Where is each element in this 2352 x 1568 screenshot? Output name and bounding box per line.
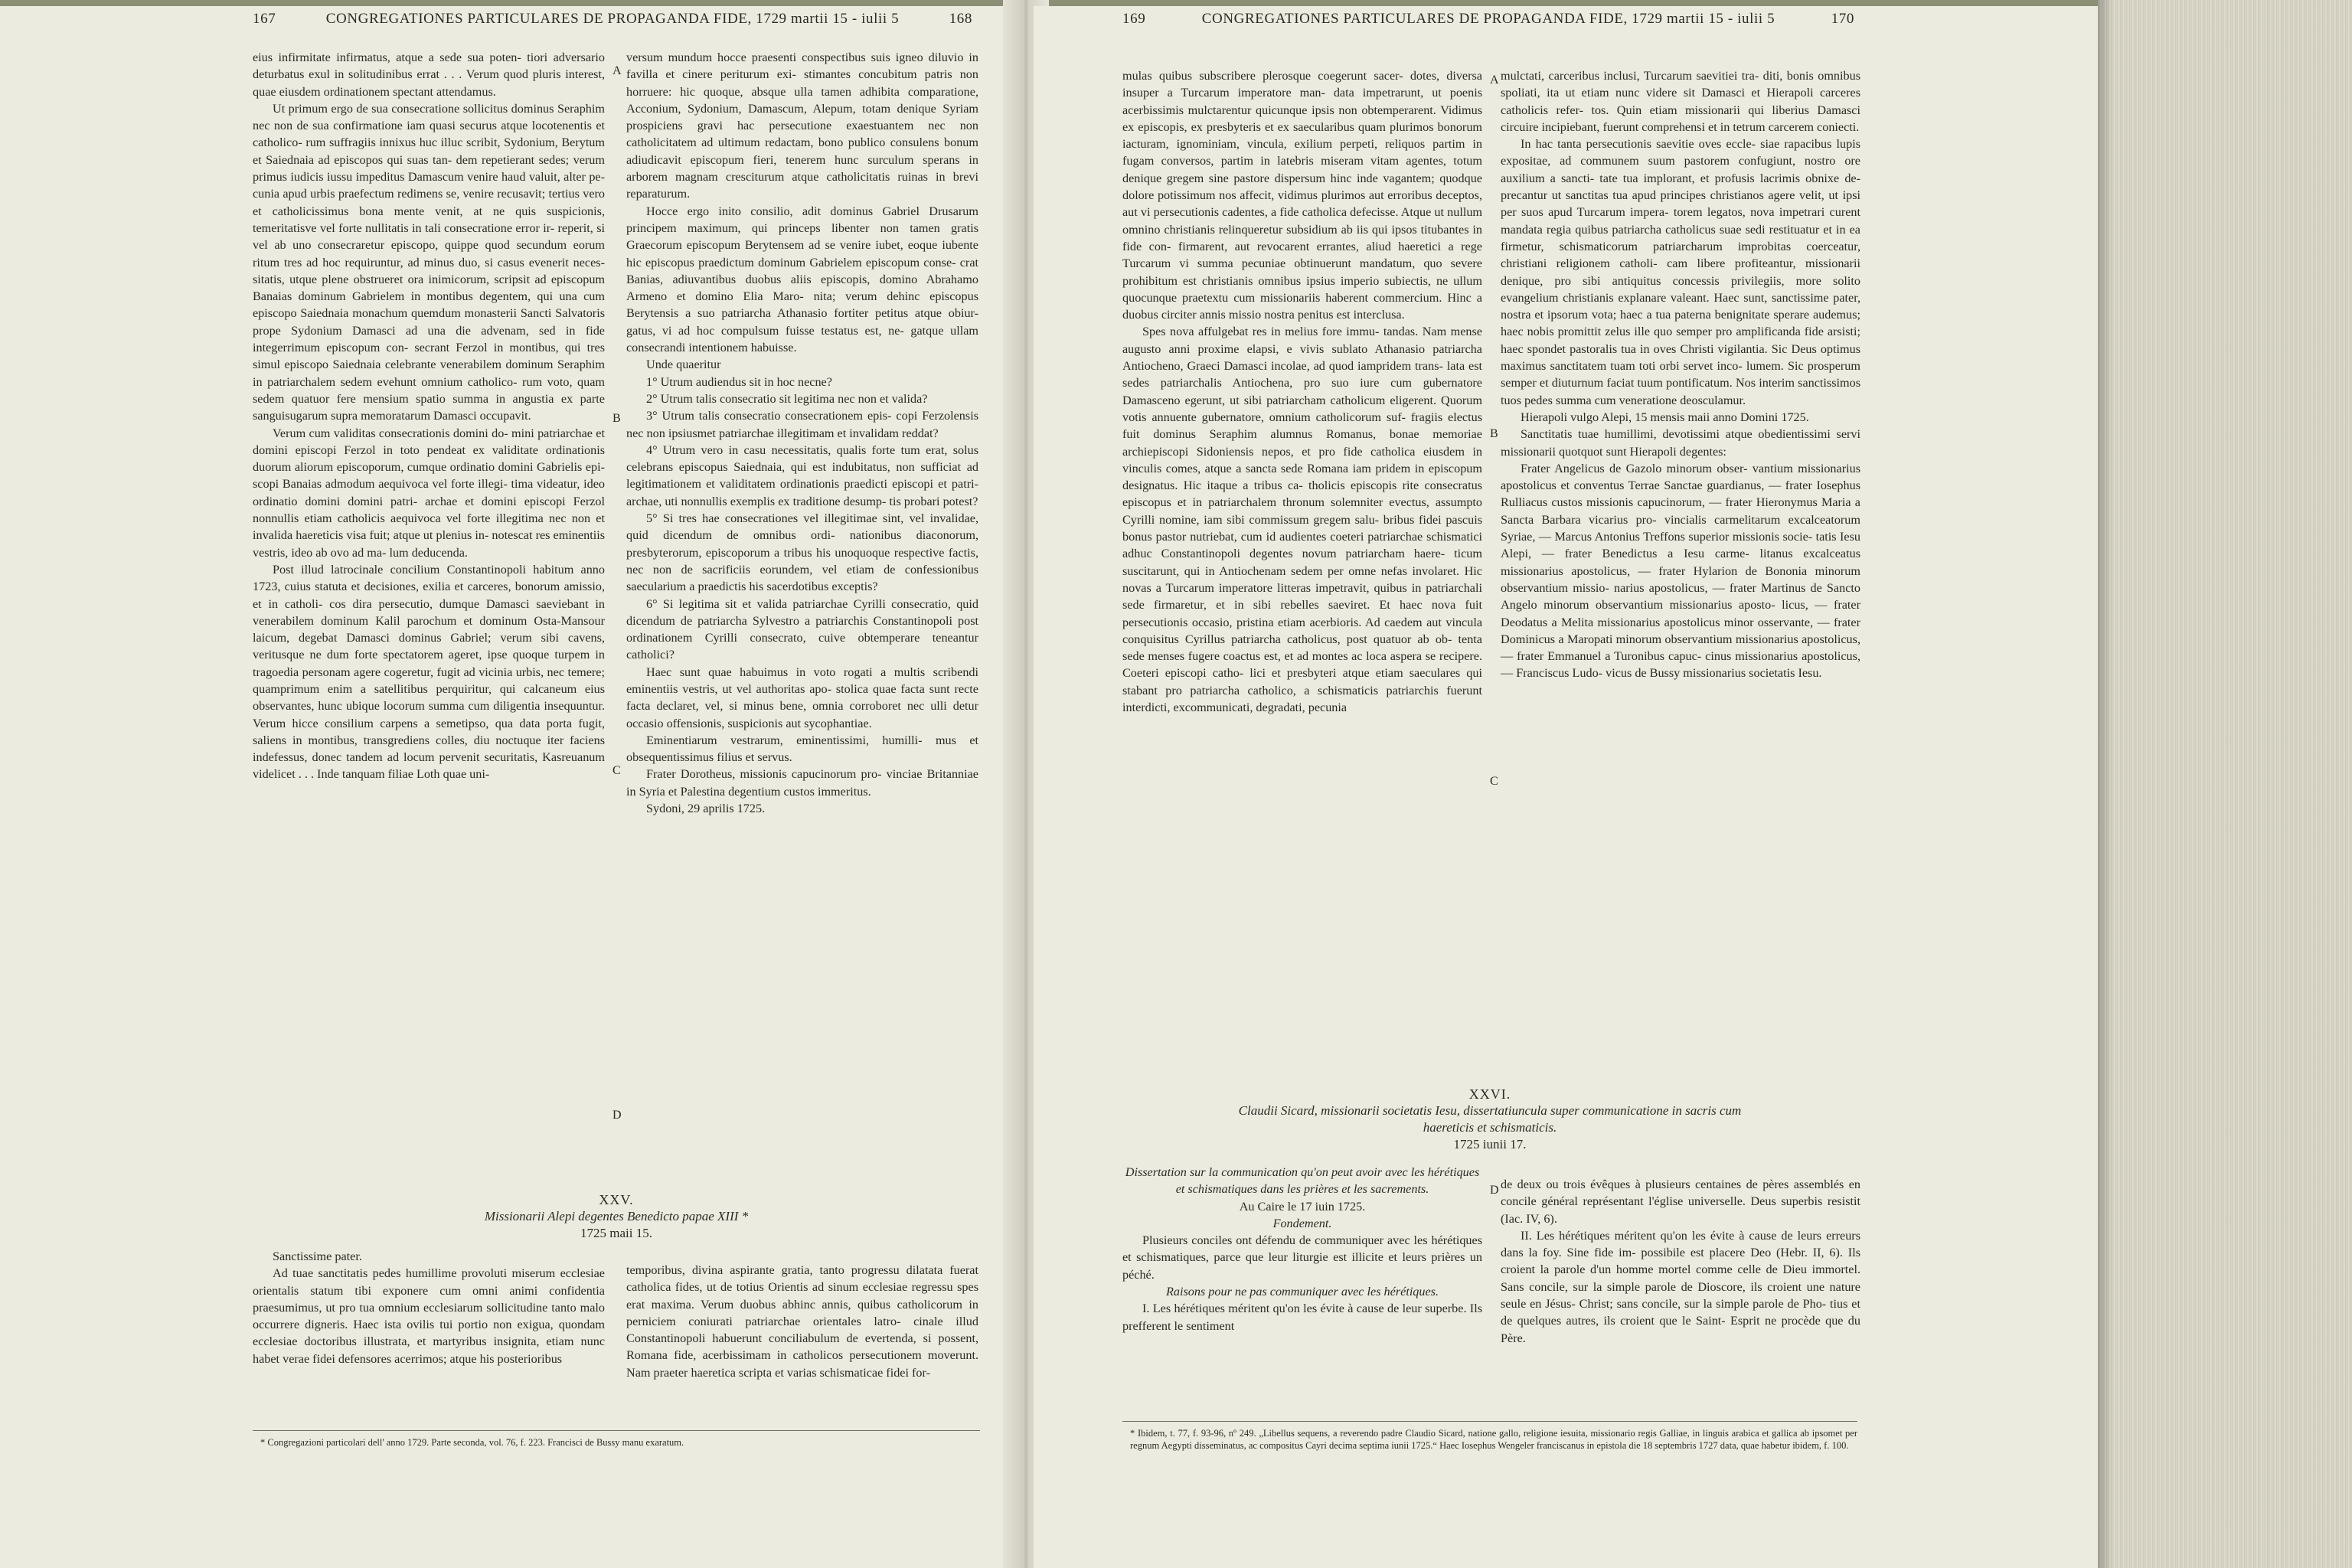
section-number: XXV. [599,1192,634,1207]
section-xxvi-title [1122,1086,1857,1153]
paragraph: Ad tuae sanctitatis pedes humillime provoluti miserum ecclesiae orientalis statum tibi exponere cum omni animi confidentia praesumimus, ut pro tua omnium ecclesiarum sollicitudine tanto malo occurrere digneris. Haec ista ovilis tui portio non exigua, quondam ecclesiae doctoribus illustrata, et martyribus insignita, etiam nunc habet verae fidei defensores acerrimos; atque his posterioribus [253,1266,605,1366]
question: 4° Utrum vero in casu necessitatis, qualis forte tum erat, solus celebrans episcopus Saiednaia, qui est indubitatus, non sufficiat ad legitimationem et validitatem ordinationis praedicti episcopi et patri- archae, uti nonnullis exemplis ex traditione desump- tis probari potest? [626,443,978,508]
footnote: * Ibidem, t. 77, f. 93-96, nº 249. „Libellus sequens, a reverendo padre Claudio Sicard, natione gallo, religione iesuita, missionario regis Galliae, in linguis arabica et gallica ab ipsomet per regnum Aegypti disseminatus, ac compositus Cayri decima septima iunii 1725.“ Haec Iosephus Wengeler franciscanus in epistola die 18 septembris 1727 data, quae habetur ibidem, f. 100. [1130,1428,1857,1451]
section-xxv-title [253,1191,980,1242]
place-date: Sydoni, 29 aprilis 1725. [646,802,766,816]
section-heading-2: haereticis et schismaticis. [1423,1120,1557,1135]
paragraph: Eminentiarum vestrarum, eminentissimi, humilli- mus et obsequentissimus filius et servus. [626,733,978,765]
margin-marker-a: A [1490,74,1499,87]
margin-marker-b: B [1490,427,1498,440]
paragraph: In hac tanta persecutionis saevitie oves eccle- siae rapacibus lupis expositae, ad communem suum pastorem confugiunt, nostro ore auxilium a sancti- tate tua implorant, et profusis lacrimis obnixe de- precantur ut sanctitas tua apud principes christianos agere velit, ut ipsi per suos apud Turcarum impera- torem legatos, nova impetrari curent mandata regia quibus patriarcha catholicus suae sedi restituatur et in ea firmetur, schismaticorum patriarcharum improbitas coerceatur, christiani religionem catholi- cam libere profiteantur, missionarii denique, pro sibi antiquitus concessis privilegiis, more solito evangelium christianis explanare valeant. Haec sunt, sanctissime pater, nostra et ipsorum vota; haec a tua paterna benignitate sperare audemus; haec nobis promittit zelus ille quo semper pro amplificanda fide arsisti; haec spondet pastoralis tua in oves Christi vigilantia. Sic Deus optimus maximus sanctitatem tuam toti orbi servet inco- lumem. Sic prosperum semper et diuturnum faciat tuum pontificatum. Nos interim sanctissimos tuos pedes summa cum veneratione deosculamur. [1501,137,1860,407]
right-page-header [1122,11,1854,28]
footnote-rule [1122,1421,1857,1422]
question: 2° Utrum talis consecratio sit legitima nec non et valida? [646,391,928,406]
margin-marker-a: A [612,64,622,77]
footnote: * Congregazioni particolari dell' anno 1729. Parte seconda, vol. 76, f. 223. Francisci de Bussy manu exaratum. [260,1437,684,1448]
dissertation-title: Dissertation sur la communication qu'on peut avoir avec les hérétiques et schismatiques dans les prières et les sacrements. [1125,1165,1480,1197]
paragraph: eius infirmitate infirmatus, atque a sede sua poten- tiori adversario deturbatus exul in solitudinibus errat . . . Verum quod pluris interest, quae eiusdem ordinationem spectant attendamus. [253,51,605,99]
question: 1° Utrum audiendus sit in hoc necne? [646,374,832,389]
xxv-col-2 [626,1262,978,1381]
paragraph: Post illud latrocinale concilium Constantinopoli habitum anno 1723, cuius statuta et decisiones, exilia et carceres, bonorum amissio, et in catholi- cos dira persecutio, dumque Damasci saeviebant in venerabilem dominum Kalil parochum et dominum Osta-Mansour laicum, degebat Damasci dominus Gabriel; verum sibi cavens, veritusque ne dum forte spectatorem ageret, ipse quoque turpem in tragoedia personam agere cogeretur, fugit ad vicinia urbis, nec temere; quamprimum enim a satellitibus perquiritur, qui calcaneum eius observantes, hunc ubique locorum summa cum diligentia insequuntur. Verum hicce consilium carpens a semetipso, qua data porta fugit, saliens in montibus, transgrediens colles, diu noctuque iter faciens indefessus, donec tandem ad locum pervenit securitatis, Kasreuanum videlicet . . . Inde tanquam filiae Loth quae uni- [253,562,605,782]
paragraph: Spes nova affulgebat res in melius fore immu- tandas. Nam mense augusto anni proxime elapsi, e vivis sublato Athanasio patriarcha Antiocheno, Graeci Damasci incolae, ad quod iampridem trans- lata est sedes patriarchalis Antiochena, pro suo iure cum gubernatore Damasceno egerunt, ut sibi patriarcham catholicum eligerent. Quorum votis annuente gubernatore, omnium catholicorum suf- fragiis electus fuit dominus Seraphim alumnus Romanus, bonae memoriae archiepiscopi Sidoniensis nepos, et pro fide catholica eiusdem in vinculis comes, atque a sancta sede Romana iam pridem in episcopum designatus. Hic itaque a tribus ca- tholicis episcopis rite consecratus episcopus et in patriarchalem thronum solemniter evectus, assumpto Cyrilli nomine, iam sibi commissum gregem salu- bribus fidei pascuis bonus pastor nutriebat, cum id audientes coeteri patriarchae schismatici adhuc Constantinopoli degentes novum patriarcham haere- ticum suscitarunt, qui in Antiochenam sedem per omne nefas involaret. Hic novas a Turcarum imperatore litteras impetravit, quibus in patriarchali sede firmaretur, et in sibi rebelles saeviret. Et haec nova fuit persecutionis occasio, pristina etiam acerbioris. Ad caedem aut vincula conquisitus Cyrillus patriarcha catholicus, post quatuor ab ob- tenta sede menses fugere coactus est, et ad montes ac loca aspera se recipere. Coeteri episcopi catho- lici et presbyteri atque etiam saeculares qui stabant pro patriarcha catholico, a schismaticis patriarchis fuerunt interdicti, excommunicati, degradati, pecunia [1122,325,1482,714]
left-col-1 [253,49,605,783]
question: 3° Utrum talis consecratio consecrationem epis- copi Ferzolensis nec non ipsiusmet patriarchae illegitimam et invalidam reddat? [626,409,978,440]
xxv-col-1 [253,1248,605,1367]
section-date: 1725 iunii 17. [1453,1137,1527,1152]
paragraph: mulctati, carceribus inclusi, Turcarum saevitiei tra- diti, bonis omnibus spoliati, ita ut etiam nunc videre sit Damasci et Hierapoli carceres catholicis refer- tos. Quin etiam missionarii qui liberius Damasci circuire incipiebant, fuerunt comprehensi et in tetrum carcerem coniecti. [1501,69,1860,134]
paragraph: Haec sunt quae habuimus in voto rogati a multis scribendi eminentiis vestris, ut vel authoritas apo- stolica quae facta sunt recte facta declaret, vel, si minus bene, omnia corroboret nec ulli detur occasio offensionis, suspicionis aut sycophantiae. [626,665,978,730]
salutation: Sanctissime pater. [273,1250,362,1263]
left-col-2 [626,49,978,817]
paragraph: versum mundum hocce praesenti conspectibus suis igneo diluvio in favilla et cinere periturum exi- stimantes concubitum patris non horruere: hic quoque, absque ulla tamen adhibita comparatione, Acconium, Sydonium, Damascum, Alepum, totam denique Syriam prospiciens gravi hac persecutione exaestuantem nec non catholicitatem ad ultimum redactam, bono publico consulens bonum adiudicavit episcopum fieri, tenerem hunc surculum sperans in arborem magnam cresciturum atque catholicitatis ruinas in brevi reparaturum. [626,51,978,201]
subheading: Fondement. [1272,1216,1332,1230]
margin-marker-d: D [1490,1184,1499,1197]
section-date: 1725 maii 15. [580,1226,652,1240]
xxvi-col-2 [1501,1176,1860,1347]
place-date: Hierapoli vulgo Alepi, 15 mensis maii anno Domini 1725. [1521,410,1809,424]
margin-marker-c: C [1490,775,1498,788]
margin-marker-b: B [612,412,621,425]
paragraph: Ut primum ergo de sua consecratione sollicitus dominus Seraphim nec non de sua confirmatione iam quasi securus atque locotenentis et catholico- rum suffragiis innixus huc illuc scribit, Sydonium, Berytum et Saiednaia ad episcopos qui suas tan- dem repetierant sedes; verum primus iudicis iussu impeditus Damascum venire haud valuit, alter pe- cunia apud urbis praefectum redimens se, venire recusavit; tertius vero et catholicissimus bona mente venit, at ne quis suspicionis, temeritatisve vel forte nullitatis in tali consecratione error ir- reperit, si vel ab uno consecraretur episcopo, quippe quod secundum eorum ritum tres ad hoc requiruntur, ad minus duo, si casus evenerit neces- sitatis, utque plene obstrueret ora inimicorum, scripsit ad episcopum Banaias dominum Gabrielem in montibus degentem, qui una cum episcopo Saiednaia monachum quemdum monasterii Sancti Salvatoris prope Sydonium Damasci ad una die advenam, sed in fide integerrimum episcopum con- secrant Ferzol in montibus, qui tres simul episcopo Saiednaia celebrante venerabilem dominum Seraphim in patriarchalem sedem evehunt omnium catholico- rum voto, quam sedem quatuor fere mensium spatio summa in angustia ex parte sanguisugarum supra memoratarum Damasci occupavit. [253,101,605,423]
page-number-168: 168 [949,11,972,27]
subheading: Raisons pour ne pas communiquer avec les hérétiques. [1165,1285,1439,1299]
paragraph: Verum cum validitas consecrationis domini do- mini patriarchae et domini episcopi Ferzol in toto pendeat ex validitate ordinationis duorum aliorum episcoporum, cumque ordinatio domini Gabrielis epi- scopi Banaias admodum aequivoca vel forte illegi- tima videatur, ideo ordinatio domini domini patri- archae et domini episcopi Ferzol nonnullis etiam catholicis aequivoca vel forte illegitima nec non et invalida haereticis visa fuit; atque ut plenius in- notescat res eminentiis vestris, ideo ab ovo ad ma- lum deducenda. [253,426,605,560]
page-edges [2098,0,2352,1568]
paragraph: Plusieurs conciles ont défendu de communiquer avec les hérétiques et schismatiques, parce que leur liturgie est illicite et leurs prières un péché. [1122,1233,1482,1282]
section-heading: Claudii Sicard, missionarii societatis Iesu, dissertatiuncula super communicatione in sacris cum [1238,1103,1742,1118]
right-col-1 [1122,67,1482,716]
signature: Frater Dorotheus, missionis capucinorum pro- vinciae Britanniae in Syria et Palestina degentium custos immeritus. [626,767,978,799]
margin-marker-c: C [612,764,621,777]
left-page [0,6,1018,1568]
paragraph: temporibus, divina aspirante gratia, tanto progressu dilatata fuerat catholica fides, ut de totius Orientis ad sinum ecclesiae regressu spes erat maxima. Verum duobus abhinc annis, quibus catholicorum in perniciem coniurati patriarchae orientales latro- cinale illud Constantinopoli habuerunt conciliabulum de evertenda, si possent, Romana fide, acerbissimam in catholicos persecutionem moverunt. Nam praeter haeretica scripta et varias schismaticae fidei for- [626,1263,978,1380]
paragraph: Hocce ergo inito consilio, adit dominus Gabriel Drusarum principem maximum, qui princeps libenter non tamen gratis Graecorum episcopum Berytensem ad se venire iubet, eoque iubente hic episcopus praedictum dominum Gabrielem episcopum conse- crat Banias, adiuvantibus duobus aliis episcopis, domino Abrahamo Armeno et domino Elia Maro- nita; verum dehinc episcopus Berytensis a suo patriarcha Athanasio fortiter petitus atque obiur- gatus, vi ad hoc compulsum fuisse testatus est, ne- gatque ullam consecrandi intentionem habuisse. [626,204,978,355]
paragraph: mulas quibus subscribere plerosque coegerunt sacer- dotes, diversa insuper a Turcarum imperatore man- data impetrarunt, ut poenis acerbissimis mulctarentur quicunque ipsis non obtemperarent. Vidimus ex episcopis, ex presbyteris et ex saecularibus quam plurimos bonorum iacturam, ignominiam, vincula, exilium perpeti, reliquos partim in fugam conversos, partim in latebris miseram vitam agentes, totum denique gregem sine pastore dispersum hinc inde vagantem; quodque dolore potissimum nos affecit, vidimus plurimos aut erroribus deceptos, aut vi persecutionis cadentes, a fide catholica defecisse. Atque ut nullum omnino christianis relinqueretur subsidium ab iis qui ipsos titubantes in fide con- firmarent, aut revocarent errantes, aliud haeretici a rege Turcarum vi summa pecuniae obtinuerunt mandatum, quo severe prohibitum est christianis omnibus ipsius imperio subiectis, ne ullum quocunque praetextu cum missionariis haberent commercium. Hinc a duobus circiter annis missio nostra penitus est interclusa. [1122,69,1482,322]
question: 6° Si legitima sit et valida patriarchae Cyrilli consecratio, quid dicendum de patriarcha Sylvestro a patriarchis Constantinopoli post ordinationem Cyrilli consecrato, cuive obtemperare teneantur catholici? [626,596,978,662]
paragraph: I. Les hérétiques méritent qu'on les évite à cause de leur superbe. Ils prefferent le sentiment [1122,1302,1482,1333]
question: 5° Si tres hae consecrationes vel illegitimae sint, vel invalidae, quid dicendum de omnibus ordi- nationibus diaconorum, presbyterorum, episcoporum a tribus his unoquoque respective factis, nec non de sacrificiis eorundem, vel etiam de confessionibus saecularium a praedictis his sacerdotibus exceptis? [626,511,978,594]
page-number-167: 167 [253,11,276,27]
place-date: Au Caire le 17 iuin 1725. [1239,1199,1366,1214]
signatories: Frater Angelicus de Gazolo minorum obser- vantium missionarius apostolicus et conventus Terrae Sanctae guardianus, — frater Iosephus Rulliacus custos missionis capucinorum, — frater Hieronymus Maria a Sancta Barbara vicarius pro- vincialis carmelitarum excalceatorum Syriae, — Marcus Antonius Treffons superior missionis socie- tatis Iesu Alepi, — frater Benedictus a Iesu carme- litanus excalceatus missionarius apostolicus, — frater Hylarion de Bononia minorum observantium missio- narius apostolicus, — frater Martinus de Sancto Angelo minorum observantium missionarius aposto- licus, — frater Deodatus a Melita missionarius apostolicus minor osservante, — frater Dominicus a Maropati minorum observantium missionarius apostolicus, — frater Emmanuel a Turonibus capuc- cinus missionarius apostolicus, — Franciscus Ludo- vicus de Bussy missionarius societatis Iesu. [1501,461,1860,681]
section-number: XXVI. [1468,1086,1511,1102]
page-edges-shadow [2098,0,2113,1568]
right-col-2 [1501,67,1860,682]
page-number-169: 169 [1122,11,1146,27]
paragraph: Unde quaeritur [646,358,721,372]
margin-marker-d: D [612,1109,622,1122]
page-number-170: 170 [1831,11,1854,27]
closing: Sanctitatis tuae humillimi, devotissimi atque obedientissimi servi missionarii quotquot sunt Hierapoli degentes: [1501,427,1860,459]
running-title: CONGREGATIONES PARTICULARES DE PROPAGANDA FIDE, 1729 martii 15 - iulii 5 [1201,11,1775,27]
running-title: CONGREGATIONES PARTICULARES DE PROPAGANDA FIDE, 1729 martii 15 - iulii 5 [325,11,900,27]
footnote-rule [253,1430,980,1431]
left-page-header [253,11,972,28]
paragraph: II. Les hérétiques méritent qu'on les évite à cause de leurs erreurs dans la foy. Sine fide im- possibile est placere Deo (Hebr. II, 6). Ils croient la parole d'un homme mortel comme celle de Dieu immortel. Sans concile, sur la simple parole de Dioscore, ils croient une nature seule en Jésus- Christ; sans concile, sur la simple parole de Pho- tius et de quelques autres, ils croient que le Saint- Esprit ne procède que du Père. [1501,1228,1860,1345]
paragraph: de deux ou trois évêques à plusieurs centaines de pères assemblés en concile général représentant l'église universelle. Deus superbis resistit (Iac. IV, 6). [1501,1178,1860,1226]
right-page [1034,6,2098,1568]
xxvi-col-1 [1122,1164,1482,1334]
section-heading: Missionarii Alepi degentes Benedicto papae XIII * [484,1209,749,1223]
